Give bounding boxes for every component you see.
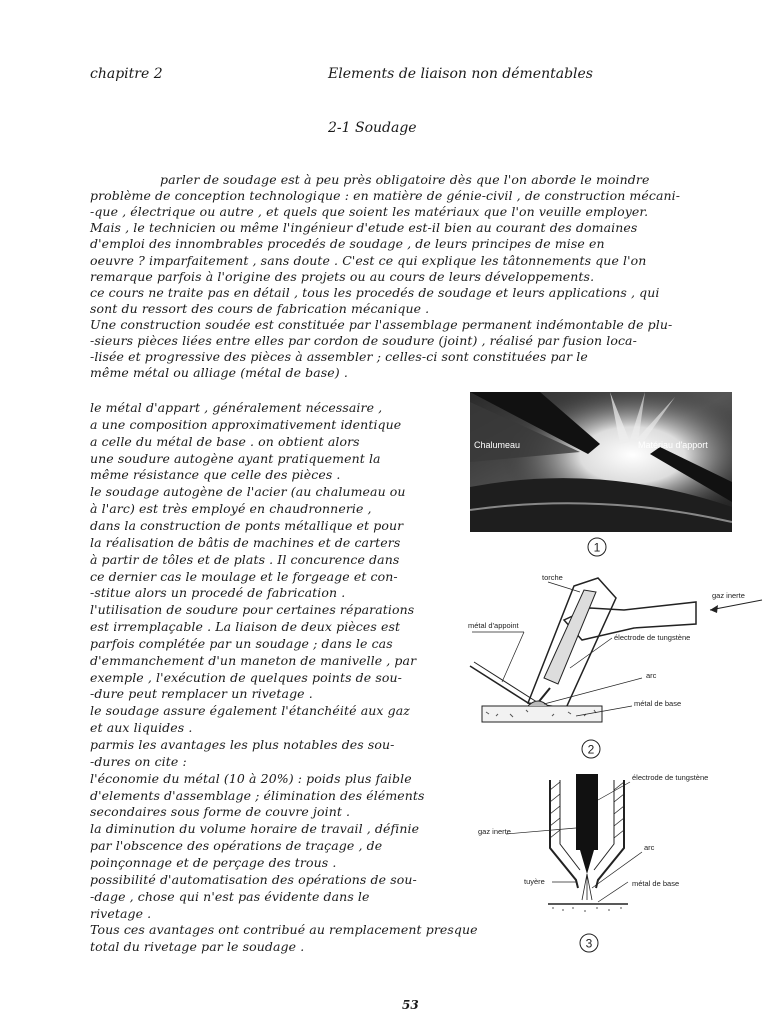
left-column-line: l'utilisation de soudure pour certaines réparations [90, 602, 415, 618]
left-column-line: parfois complétée par un soudage ; dans le cas [90, 635, 393, 651]
left-column-line: par l'obscence des opérations de traçage , de [90, 838, 383, 854]
figure-3-diagram [476, 770, 768, 922]
fig3-label-base-metal: métal de base [632, 879, 680, 888]
left-column-line: la réalisation de bâtis de machines et de carters [90, 534, 401, 550]
fig2-label-filler: métal d'appoint [468, 621, 519, 630]
left-column-line: même résistance que celle des pièces . [90, 467, 341, 483]
svg-text:2: 2 [587, 742, 595, 757]
body-line: Une construction soudée est constituée par l'assemblage permanent indémontable de plu- [90, 316, 673, 332]
left-column-line: -dure peut remplacer un rivetage . [90, 686, 313, 702]
fig1-label-torch: Chalumeau [474, 440, 521, 450]
left-column-line: a une composition approximativement identique [90, 416, 402, 432]
left-column-line: le soudage autogène de l'acier (au chalumeau ou [90, 484, 406, 500]
left-column-line: rivetage . [90, 905, 152, 921]
svg-text:3: 3 [585, 936, 593, 951]
left-column-line: à l'arc) est très employé en chaudronnerie , [90, 501, 372, 517]
left-column-line: secondaires sous forme de couvre joint . [90, 804, 351, 820]
left-column-line: d'emmanchement d'un maneton de manivelle , par [90, 652, 417, 668]
body-line: -sieurs pièces liées entre elles par cordon de soudure (joint) , réalisé par fusion loca- [90, 333, 637, 348]
fig2-label-electrode: électrode de tungstène [614, 633, 691, 642]
left-column-line: la diminution du volume horaire de travail , définie [90, 821, 420, 837]
left-column-line: et aux liquides . [90, 720, 193, 736]
fig2-label-gas: gaz inerte [712, 591, 745, 600]
left-column-line: dans la construction de ponts métallique et pour [90, 517, 404, 533]
fig3-label-nozzle: tuyère [524, 877, 545, 886]
page-title: 2-1 Soudage [328, 120, 417, 136]
figure-1-number [586, 536, 608, 558]
left-column-line: le soudage assure également l'étanchéité aux gaz [90, 703, 410, 719]
left-column-line: -dures on cite : [90, 753, 187, 769]
left-column-line: d'elements d'assemblage ; élimination des éléments [90, 787, 425, 803]
left-column-line: exemple , l'exécution de quelques points de sou- [90, 669, 402, 685]
fig1-label-filler: Matériau d'apport [638, 440, 708, 450]
svg-text:1: 1 [593, 540, 601, 555]
figure-1-photo [470, 392, 732, 532]
body-line: ce cours ne traite pas en détail , tous les procedés de soudage et leurs applications , qui [90, 284, 660, 300]
fig2-label-torch: torche [542, 573, 563, 582]
figure-3-number [578, 932, 600, 954]
fig2-label-base-metal: métal de base [634, 699, 682, 708]
left-column-line: total du rivetage par le soudage . [90, 939, 305, 955]
left-column-line: une soudure autogène ayant pratiquement la [90, 450, 381, 466]
body-line: d'emploi des innombrables procedés de soudage , de leurs principes de mise en [90, 236, 605, 252]
left-column-line: est irremplaçable . La liaison de deux pièces est [90, 619, 401, 635]
left-column-line: a celle du métal de base . on obtient alors [90, 433, 360, 449]
fig3-label-gas: gaz inerte [478, 827, 511, 836]
left-column-line: ce dernier cas le moulage et le forgeage et con- [90, 568, 398, 584]
left-column-line: -stitue alors un procedé de fabrication . [90, 585, 346, 601]
fig3-label-arc: arc [644, 843, 655, 852]
body-line: -que , électrique ou autre , et quels que soient les matériaux que l'on veuille employer. [90, 204, 649, 220]
body-line: Mais , le technicien ou même l'ingénieur d'etude est-il bien au courant des domaines [90, 220, 638, 236]
fig3-label-electrode: électrode de tungstène [632, 773, 709, 782]
body-line: oeuvre ? imparfaitement , sans doute . C'est ce qui explique les tâtonnements que l'on [90, 252, 647, 268]
body-line: problème de conception technologique : en matière de génie-civil , de construction mécani- [90, 188, 681, 204]
left-column-line: l'économie du métal (10 à 20%) : poids plus faible [90, 770, 412, 786]
figure-2-number [580, 738, 602, 760]
figure-2-diagram [466, 568, 768, 744]
body-line: -lisée et progressive des pièces à assembler ; celles-ci sont constituées par le [90, 349, 588, 365]
left-column-line: à partir de tôles et de plats . Il concurence dans [90, 551, 400, 567]
left-column-line: -dage , chose qui n'est pas évidente dans le [90, 888, 370, 904]
page-number: 53 [402, 998, 419, 1012]
left-column-line: Tous ces avantages ont contribué au remplacement presque [90, 922, 478, 938]
body-line: sont du ressort des cours de fabrication mécanique . [90, 300, 430, 316]
left-column-line: le métal d'appart , généralement nécessaire , [90, 400, 383, 415]
section-header: Elements de liaison non démentables [328, 66, 593, 82]
left-column-line: poinçonnage et de perçage des trous . [90, 854, 337, 870]
chapter-label: chapitre 2 [90, 66, 163, 82]
body-line: remarque parfois à l'origine des projets ou au cours de leurs développements. [90, 268, 595, 284]
fig2-label-arc: arc [646, 671, 657, 680]
body-line: parler de soudage est à peu près obligatoire dès que l'on aborde le moindre [160, 172, 650, 187]
left-column-line: parmis les avantages les plus notables des sou- [90, 737, 395, 752]
body-line: même métal ou alliage (métal de base) . [90, 365, 348, 381]
left-column-line: possibilité d'automatisation des opérations de sou- [90, 871, 417, 887]
